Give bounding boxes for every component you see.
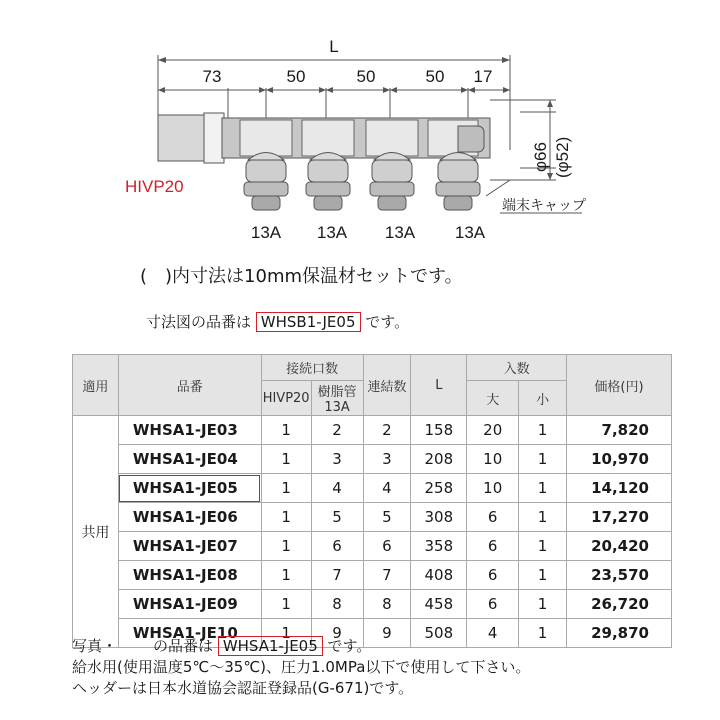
code-cell: WHSA1-JE07 [118,532,261,561]
resin-cell: 2 [311,416,363,445]
manifold-dimension-diagram [0,0,720,300]
large-qty-cell: 6 [467,503,519,532]
large-qty-cell: 4 [467,619,519,648]
resin-cell: 8 [311,590,363,619]
table-row [73,503,672,532]
price-cell: 20,420 [567,532,672,561]
table-row [73,532,672,561]
header-hivp20: HIVP20 [261,381,311,416]
resin-cell: 5 [311,503,363,532]
links-cell: 8 [363,590,411,619]
small-qty-cell: 1 [519,503,567,532]
large-qty-cell: 10 [467,445,519,474]
large-qty-cell: 6 [467,561,519,590]
code-cell: WHSA1-JE08 [118,561,261,590]
end-cap-leader [486,180,510,196]
hivp-cell: 1 [261,503,311,532]
outlet-label-4: 13A [454,223,486,242]
links-cell: 3 [363,445,411,474]
length-cell: 358 [411,532,467,561]
hivp-cell: 1 [261,532,311,561]
price-cell: 17,270 [567,503,672,532]
length-cell: 258 [411,474,467,503]
outlet-label-2: 13A [316,223,348,242]
hivp-cell: 1 [261,590,311,619]
links-cell: 9 [363,619,411,648]
length-cell: 158 [411,416,467,445]
resin-cell: 6 [311,532,363,561]
header-links: 連結数 [363,355,411,416]
dim-50-label-1: 50 [286,67,306,86]
code-cell: WHSA1-JE09 [118,590,261,619]
links-cell: 2 [363,416,411,445]
small-qty-cell: 1 [519,561,567,590]
small-qty-cell: 1 [519,445,567,474]
table-row [73,416,672,445]
price-cell: 14,120 [567,474,672,503]
length-cell: 308 [411,503,467,532]
table-row [73,445,672,474]
usage-cell: 共用 [73,416,119,648]
table-row [73,561,672,590]
links-cell: 4 [363,474,411,503]
figure-code-note [146,311,409,332]
header-connections: 接続口数 [261,355,363,381]
usage-condition-note: 給水用(使用温度5℃～35℃)、圧力1.0MPa以下で使用して下さい。 [72,658,531,676]
large-qty-cell: 6 [467,532,519,561]
outlet-label-1: 13A [250,223,282,242]
header-large: 大 [467,381,519,416]
hivp-cell: 1 [261,619,311,648]
inner-dimension-note: ( )内寸法は10mm保温材セットです。 [140,266,463,287]
spec-table [72,354,672,648]
hivp-cell: 1 [261,474,311,503]
large-qty-cell: 20 [467,416,519,445]
price-cell: 29,870 [567,619,672,648]
links-cell: 5 [363,503,411,532]
code-cell: WHSA1-JE10 [118,619,261,648]
resin-cell: 9 [311,619,363,648]
resin-cell: 7 [311,561,363,590]
header-resin-pipe: 樹脂管 13A [311,381,363,416]
inlet-label: HIVP20 [125,177,184,196]
price-cell: 7,820 [567,416,672,445]
length-cell: 408 [411,561,467,590]
price-cell: 26,720 [567,590,672,619]
links-cell: 7 [363,561,411,590]
outer-diameter-label: φ66 [531,142,550,172]
footer-notes [72,636,530,699]
length-cell: 458 [411,590,467,619]
dim-17-label: 17 [473,67,493,86]
figure-code-prefix: 寸法図の品番は [146,313,252,331]
code-cell: WHSA1-JE04 [118,445,261,474]
small-qty-cell: 1 [519,474,567,503]
hivp-cell: 1 [261,445,311,474]
header-length: L [411,355,467,416]
end-cap-label: 端末キャップ [502,198,586,214]
table-row [73,474,672,503]
hivp-cell: 1 [261,561,311,590]
code-cell: WHSA1-JE05 [118,474,261,503]
length-cell: 508 [411,619,467,648]
inner-diameter-label: (φ52) [553,136,572,178]
hivp-cell: 1 [261,416,311,445]
header-small: 小 [519,381,567,416]
small-qty-cell: 1 [519,619,567,648]
header-quantity: 入数 [467,355,567,381]
outlet-fittings [244,153,480,211]
dim-50-label-2: 50 [356,67,376,86]
outlet-label-3: 13A [384,223,416,242]
large-qty-cell: 10 [467,474,519,503]
resin-cell: 4 [311,474,363,503]
header-price: 価格(円) [567,355,672,416]
header-usage: 適用 [73,355,119,416]
certification-note: ヘッダーは日本水道協会認証登録品(G-671)です。 [72,679,414,697]
photo-code: WHSA1-JE05 [218,636,323,656]
dim-73-label: 73 [202,67,222,86]
photo-code-note: 写真・ の品番は WHSA1-JE05 です。 [72,637,372,655]
code-cell: WHSA1-JE06 [118,503,261,532]
table-row [73,590,672,619]
resin-cell: 3 [311,445,363,474]
dim-50-label-3: 50 [425,67,445,86]
small-qty-cell: 1 [519,590,567,619]
length-cell: 208 [411,445,467,474]
price-cell: 10,970 [567,445,672,474]
code-cell: WHSA1-JE03 [118,416,261,445]
figure-code-suffix: です。 [365,313,410,331]
price-cell: 23,570 [567,561,672,590]
links-cell: 6 [363,532,411,561]
large-qty-cell: 6 [467,590,519,619]
figure-code: WHSB1-JE05 [256,312,361,332]
small-qty-cell: 1 [519,532,567,561]
header-code: 品番 [118,355,261,416]
small-qty-cell: 1 [519,416,567,445]
dim-L-label: L [329,37,339,56]
